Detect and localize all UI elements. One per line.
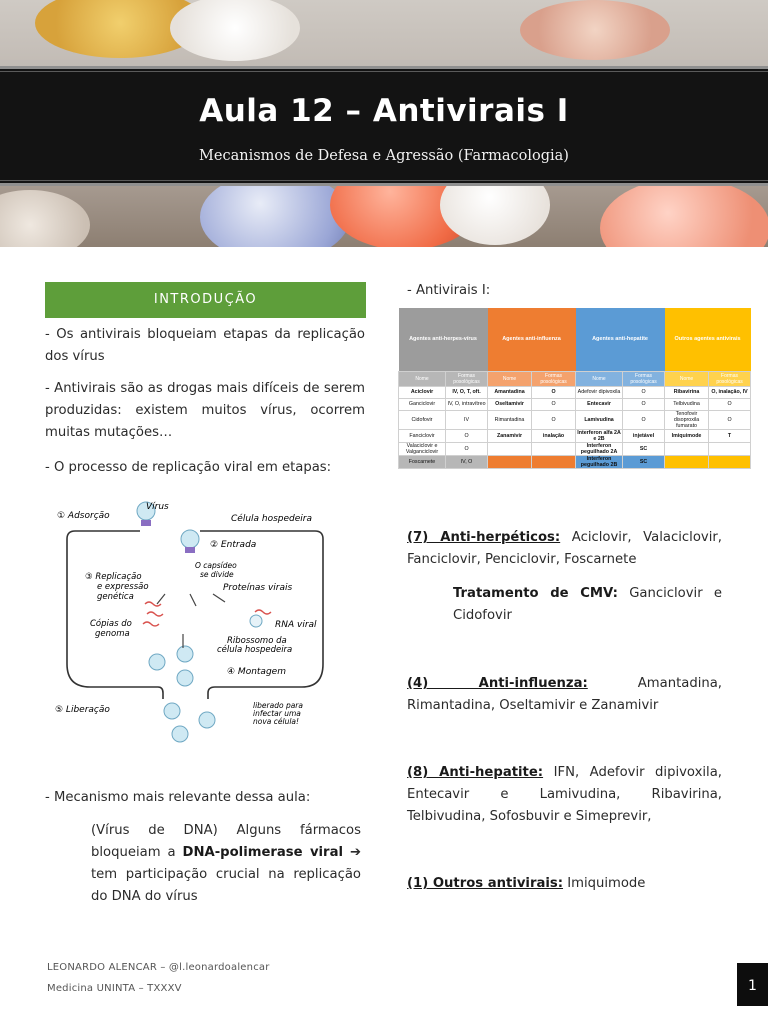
- viral-replication-diagram: [45, 494, 345, 746]
- label-liberado: infectar uma: [253, 709, 301, 718]
- table-cell: Zanamivir: [488, 429, 532, 442]
- title-bar: [0, 66, 768, 186]
- table-row: [399, 410, 751, 429]
- table-cell: O: [446, 429, 488, 442]
- group-outros: [407, 873, 722, 895]
- group-anti-hepatite: [407, 762, 722, 828]
- rna-icon: [255, 610, 271, 614]
- label-liberacao: ⑤ Liberação: [55, 705, 110, 715]
- table-cell: O: [623, 410, 665, 429]
- group-text: Aciclovir, Valaciclovir, Fanciclovir, Penciclovir, Foscarnete: [407, 530, 722, 567]
- table-subheader: Formas posológicas: [623, 371, 665, 386]
- table-cell: Rimantadina: [488, 410, 532, 429]
- group-label: (4) Anti-influenza:: [407, 676, 588, 691]
- table-cell: IV, O, intravítreo: [446, 398, 488, 410]
- group-label: (7) Anti-herpéticos:: [407, 530, 561, 545]
- virus-icon: [177, 670, 193, 686]
- table-header: Agentes anti-herpes-vírus: [399, 308, 488, 371]
- table-cell: [665, 455, 709, 468]
- table-cell: Amantadina: [488, 386, 532, 398]
- virus-icon: [199, 712, 215, 728]
- virus-icon: [172, 726, 188, 742]
- table-cell: O: [709, 398, 751, 410]
- table-cell: inalação: [532, 429, 576, 442]
- group-anti-influenza: [407, 673, 722, 717]
- virus-icon: [164, 703, 180, 719]
- label-ribossomo: Ribossomo da: [227, 636, 287, 646]
- label-rna-viral: RNA viral: [275, 620, 317, 630]
- mechanism-text: (Vírus de DNA) Alguns fármacos bloqueiam a: [91, 823, 361, 860]
- table-cell: Valaciclovir e Valganciclovir: [399, 442, 446, 455]
- table-subheader: Nome: [576, 371, 623, 386]
- table-cell: O: [446, 442, 488, 455]
- table-subheader: Formas posológicas: [446, 371, 488, 386]
- antivirais-label: - Antivirais I:: [407, 283, 491, 298]
- table-cell: Imiquimode: [665, 429, 709, 442]
- footer-course: Medicina UNINTA – TXXXV: [47, 983, 182, 994]
- label-entrada: ② Entrada: [210, 540, 257, 550]
- page-title: Aula 12 – Antivirais I: [199, 93, 569, 129]
- group-anti-herpeticos: [407, 527, 722, 571]
- label-replicacao: ③ Replicação: [85, 572, 142, 582]
- table-subheader: Nome: [665, 371, 709, 386]
- table-cell: injetável: [623, 429, 665, 442]
- label-copias: genoma: [95, 629, 130, 639]
- table-cell: Telbivudina: [665, 398, 709, 410]
- table-header-row: [399, 308, 751, 371]
- table-cell: Interferon peguilhado 2A: [576, 442, 623, 455]
- label-replicacao: e expressão: [97, 582, 149, 592]
- label-liberado: nova célula!: [253, 717, 300, 726]
- mechanism-dna-paragraph: [91, 820, 361, 908]
- table-row: [399, 455, 751, 468]
- intro-paragraph-3: - O processo de replicação viral em etapas:: [45, 460, 332, 475]
- label-capsideo: se divide: [200, 570, 234, 579]
- ribosome-icon: [250, 615, 262, 627]
- label-ribossomo: célula hospedeira: [217, 645, 293, 655]
- table-cell: [488, 455, 532, 468]
- group-text: Imiquimode: [563, 876, 646, 891]
- label-replicacao: genética: [97, 592, 134, 602]
- table-cell: IV, O, T, oft.: [446, 386, 488, 398]
- table-cell: O: [623, 386, 665, 398]
- table-cell: Oseltamivir: [488, 398, 532, 410]
- antivirais-table: [398, 308, 751, 469]
- table-cell: T: [709, 429, 751, 442]
- intro-paragraph-1: - Os antivirais bloqueiam etapas da replicação dos vírus: [45, 327, 365, 364]
- table-cell: Foscarnete: [399, 455, 446, 468]
- table-cell: Interferon peguilhado 2B: [576, 455, 623, 468]
- table-cell: IV, O: [446, 455, 488, 468]
- table-cell: Interferon alfa 2A e 2B: [577, 429, 621, 442]
- header-banner: [0, 0, 768, 247]
- virus-icon: [181, 530, 199, 553]
- pill-image: [600, 178, 768, 247]
- table-subheader: Formas posológicas: [532, 371, 576, 386]
- table-cell: Tenofovir disoproxila fumarato: [665, 410, 709, 429]
- label-montagem: ④ Montagem: [227, 667, 286, 677]
- label-virus: Vírus: [146, 502, 169, 512]
- section-header-introducao: INTRODUÇÃO: [45, 282, 366, 318]
- table-subheader-row: [399, 371, 751, 386]
- genome-copies-icon: [143, 602, 163, 626]
- table-cell: O: [532, 386, 576, 398]
- table-cell: Lamivudina: [576, 410, 623, 429]
- table-cell: Cidofovir: [399, 410, 446, 429]
- table-cell: Aciclovir: [399, 386, 446, 398]
- table-cell: O: [532, 410, 576, 429]
- table-subheader: Formas posológicas: [709, 371, 751, 386]
- table-cell: SC: [623, 442, 665, 455]
- page-subtitle: Mecanismos de Defesa e Agressão (Farmacologia): [199, 148, 569, 164]
- pill-image: [170, 0, 300, 61]
- pill-image: [520, 0, 670, 60]
- table-cell: Ganciclovir: [399, 398, 446, 410]
- group-text: Ganciclovir e Cidofovir: [453, 586, 722, 623]
- table-row: [399, 386, 751, 398]
- table-subheader: Nome: [399, 371, 446, 386]
- table-cell: [709, 455, 751, 468]
- group-label: Tratamento de CMV:: [453, 586, 618, 601]
- table-subheader: Nome: [488, 371, 532, 386]
- table-header: Agentes anti-influenza: [488, 308, 576, 371]
- label-adsorcao: ① Adsorção: [57, 511, 110, 521]
- group-text: Amantadina, Rimantadina, Oseltamivir e Zanamivir: [407, 676, 723, 713]
- table-cell: [488, 442, 532, 455]
- table-header: Outros agentes antivirais: [665, 308, 751, 371]
- table-cell: [532, 442, 576, 455]
- mechanism-intro: - Mecanismo mais relevante dessa aula:: [45, 790, 311, 805]
- group-cmv: [453, 583, 722, 627]
- table-cell: O: [709, 410, 751, 429]
- table-row: [399, 429, 751, 442]
- group-label: (8) Anti-hepatite:: [407, 765, 544, 780]
- label-proteinas-virais: Proteínas virais: [223, 583, 293, 593]
- cell-membrane: [67, 531, 163, 699]
- virus-icon: [149, 654, 165, 670]
- table-cell: SC: [623, 455, 665, 468]
- table-cell: Ribavirina: [665, 386, 709, 398]
- label-liberado: liberado para: [253, 701, 303, 710]
- table-cell: Adefovir dipivoxila: [576, 386, 623, 398]
- table-header: Agentes anti-hepatite: [576, 308, 665, 371]
- label-capsideo: O capsídeo: [195, 561, 237, 570]
- pill-image: [0, 190, 90, 247]
- virus-icon: [177, 646, 193, 662]
- table-cell: O: [532, 398, 576, 410]
- table-cell: [532, 455, 576, 468]
- label-celula-hospedeira: Célula hospedeira: [231, 514, 313, 524]
- table-cell: O, inalação, IV: [709, 386, 751, 398]
- intro-paragraph-2: - Antivirais são as drogas mais difíceis de serem produzidas: existem muitos vírus, ocorrem muitas mutações…: [45, 381, 365, 440]
- left-column: [45, 282, 365, 475]
- table-cell: [665, 442, 709, 455]
- arrow-right-icon: ➔: [343, 845, 361, 860]
- mechanism-text: tem participação crucial na replicação do DNA do vírus: [91, 867, 361, 904]
- footer-author: LEONARDO ALENCAR – @l.leonardoalencar: [47, 962, 270, 973]
- group-text: IFN, Adefovir dipivoxila, Entecavir e Lamivudina, Ribavirina, Telbivudina, Sofosbuvir e Simeprevir,: [407, 765, 722, 824]
- table-cell: Entecavir: [576, 398, 623, 410]
- label-copias: Cópias do: [90, 619, 132, 629]
- table-row: [399, 398, 751, 410]
- table-row: [399, 442, 751, 455]
- page-number: 1: [737, 963, 768, 1006]
- dna-polimerase-label: DNA-polimerase viral: [182, 845, 343, 860]
- table-cell: O: [623, 398, 665, 410]
- table-cell: [709, 442, 751, 455]
- table-cell: Fanciclovir: [399, 429, 446, 442]
- table-cell: IV: [446, 410, 488, 429]
- group-label: (1) Outros antivirais:: [407, 876, 564, 891]
